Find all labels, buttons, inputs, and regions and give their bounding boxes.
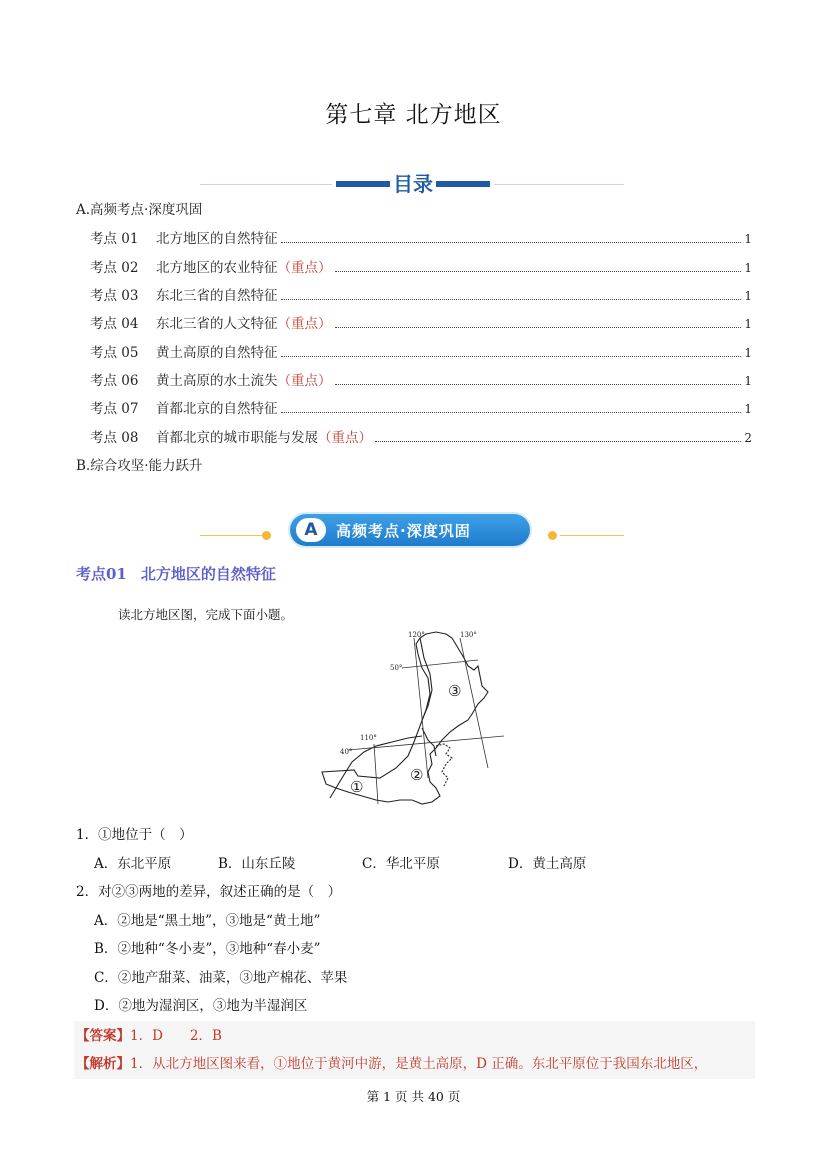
meridian-120 xyxy=(414,638,428,778)
page-footer: 第 1 页 共 40 页 xyxy=(366,1089,461,1104)
question-1-option-d[interactable]: D．黄土高原 xyxy=(508,856,587,872)
question-2-option-a[interactable]: A．②地是“黑土地”，③地是“黄土地” xyxy=(94,913,321,929)
banner-dot-right xyxy=(548,531,557,540)
banner-dot-left xyxy=(262,531,271,540)
toc-entry[interactable] xyxy=(90,426,752,446)
label-region-2: ② xyxy=(410,766,424,784)
toc-entry[interactable] xyxy=(90,256,752,276)
toc-entry-page: 1 xyxy=(744,374,752,388)
toc-entry-title: 北方地区的自然特征 xyxy=(156,231,278,247)
toc-entry-page: 1 xyxy=(744,289,752,303)
toc-entry-number: 考点 02 xyxy=(90,260,139,276)
question-2-option-c[interactable]: C．②地产甜菜、油菜，③地产棉花、苹果 xyxy=(94,970,348,986)
answer-line xyxy=(76,1024,222,1044)
toc-section-b[interactable]: B.综合攻坚·能力跃升 xyxy=(76,458,203,474)
toc-heading: 目录 xyxy=(393,172,433,196)
toc-entry[interactable] xyxy=(90,284,752,304)
toc-leader-dots xyxy=(335,261,742,272)
question-instruction: 读北方地区图，完成下面小题。 xyxy=(118,607,294,622)
page-title: 第七章 北方地区 xyxy=(325,102,502,128)
toc-entry-number: 考点 03 xyxy=(90,288,139,304)
answer-label: 【答案】 xyxy=(76,1028,130,1044)
label-lat-50: 50° xyxy=(390,664,403,672)
banner-line-left xyxy=(200,535,262,536)
map-coastline xyxy=(436,744,452,786)
toc-entry[interactable] xyxy=(90,341,752,361)
toc-leader-dots xyxy=(281,232,742,243)
question-1-option-c[interactable]: C．华北平原 xyxy=(362,856,440,872)
toc-entry-number: 考点 06 xyxy=(90,373,139,389)
toc-entry[interactable] xyxy=(90,312,752,332)
label-lat-40: 40° xyxy=(340,748,353,756)
toc-leader-dots xyxy=(281,289,742,300)
toc-section-a[interactable]: A.高频考点·深度巩固 xyxy=(76,202,203,218)
toc-entry-title: 北方地区的农业特征 xyxy=(156,260,278,276)
banner-line-right xyxy=(560,535,624,536)
question-2-option-b[interactable]: B．②地种“冬小麦”，③地种“春小麦” xyxy=(94,941,321,957)
toc-entry-key-tag: （重点） xyxy=(277,260,332,276)
toc-entry-key-tag: （重点） xyxy=(277,373,332,389)
kaodian-heading xyxy=(76,563,276,584)
kaodian-title: 北方地区的自然特征 xyxy=(140,565,276,583)
label-lon-130: 130° xyxy=(460,631,477,639)
toc-entry-number: 考点 05 xyxy=(90,345,139,361)
analysis-label: 【解析】 xyxy=(76,1056,130,1072)
analysis-text: 1．从北方地区图来看，①地位于黄河中游，是黄土高原，D 正确。东北平原位于我国东北地区， xyxy=(130,1056,708,1072)
toc-entry-page: 1 xyxy=(744,261,752,275)
toc-entry-title: 东北三省的自然特征 xyxy=(156,288,278,304)
toc-entry[interactable] xyxy=(90,227,752,247)
toc-entry-page: 1 xyxy=(744,346,752,360)
toc-leader-dots xyxy=(375,431,741,442)
toc-leader-dots xyxy=(335,317,742,328)
toc-entry-page: 2 xyxy=(744,431,752,445)
toc-entry-number: 考点 01 xyxy=(90,231,139,247)
section-badge: A xyxy=(296,518,326,542)
question-2-stem: 2．对②③两地的差异，叙述正确的是（ ） xyxy=(76,884,342,900)
question-1-option-a[interactable]: A．东北平原 xyxy=(94,856,172,872)
answer-text: 1．D 2．B xyxy=(130,1028,222,1044)
toc-entry-page: 1 xyxy=(744,317,752,331)
toc-bar-right xyxy=(436,181,490,187)
label-lon-110: 110° xyxy=(360,734,377,742)
toc-entry-title: 黄土高原的自然特征 xyxy=(156,345,278,361)
meridian-130 xyxy=(460,638,488,768)
map-internal-boundary xyxy=(420,638,432,720)
meridian-110 xyxy=(374,744,378,804)
toc-bar-left xyxy=(336,181,390,187)
toc-leader-dots xyxy=(281,346,742,357)
toc-entry-key-tag: （重点） xyxy=(318,430,372,446)
north-china-map xyxy=(318,628,518,814)
toc-entry-number: 考点 08 xyxy=(90,430,139,446)
toc-entry-title: 东北三省的人文特征 xyxy=(156,316,278,332)
toc-divider-left xyxy=(200,184,332,185)
toc-entry-title: 首都北京的城市职能与发展 xyxy=(156,430,318,446)
toc-leader-dots xyxy=(335,374,742,385)
toc-entry[interactable] xyxy=(90,369,752,389)
question-1-stem: 1．①地位于（ ） xyxy=(76,827,193,843)
question-1-option-b[interactable]: B．山东丘陵 xyxy=(218,856,296,872)
toc-entry-title: 首都北京的自然特征 xyxy=(156,401,278,417)
toc-entry-page: 1 xyxy=(744,402,752,416)
toc-entry-number: 考点 04 xyxy=(90,316,139,332)
label-region-3: ③ xyxy=(448,682,462,700)
toc-entry-title: 黄土高原的水土流失 xyxy=(156,373,278,389)
question-2-option-d[interactable]: D．②地为湿润区，③地为半湿润区 xyxy=(94,998,308,1014)
toc-divider-right xyxy=(494,184,624,185)
toc-entry[interactable] xyxy=(90,397,752,417)
toc-entry-page: 1 xyxy=(744,232,752,246)
map-boundary-line xyxy=(330,736,422,798)
label-lon-120: 120° xyxy=(408,631,425,639)
kaodian-number: 考点01 xyxy=(76,565,127,583)
toc-leader-dots xyxy=(281,402,742,413)
toc-entry-number: 考点 07 xyxy=(90,401,139,417)
label-region-1: ① xyxy=(350,778,364,796)
analysis-line xyxy=(76,1052,707,1072)
section-banner-text: 高频考点·深度巩固 xyxy=(336,522,471,540)
toc-entry-key-tag: （重点） xyxy=(277,316,332,332)
map-region-outline xyxy=(322,632,488,804)
